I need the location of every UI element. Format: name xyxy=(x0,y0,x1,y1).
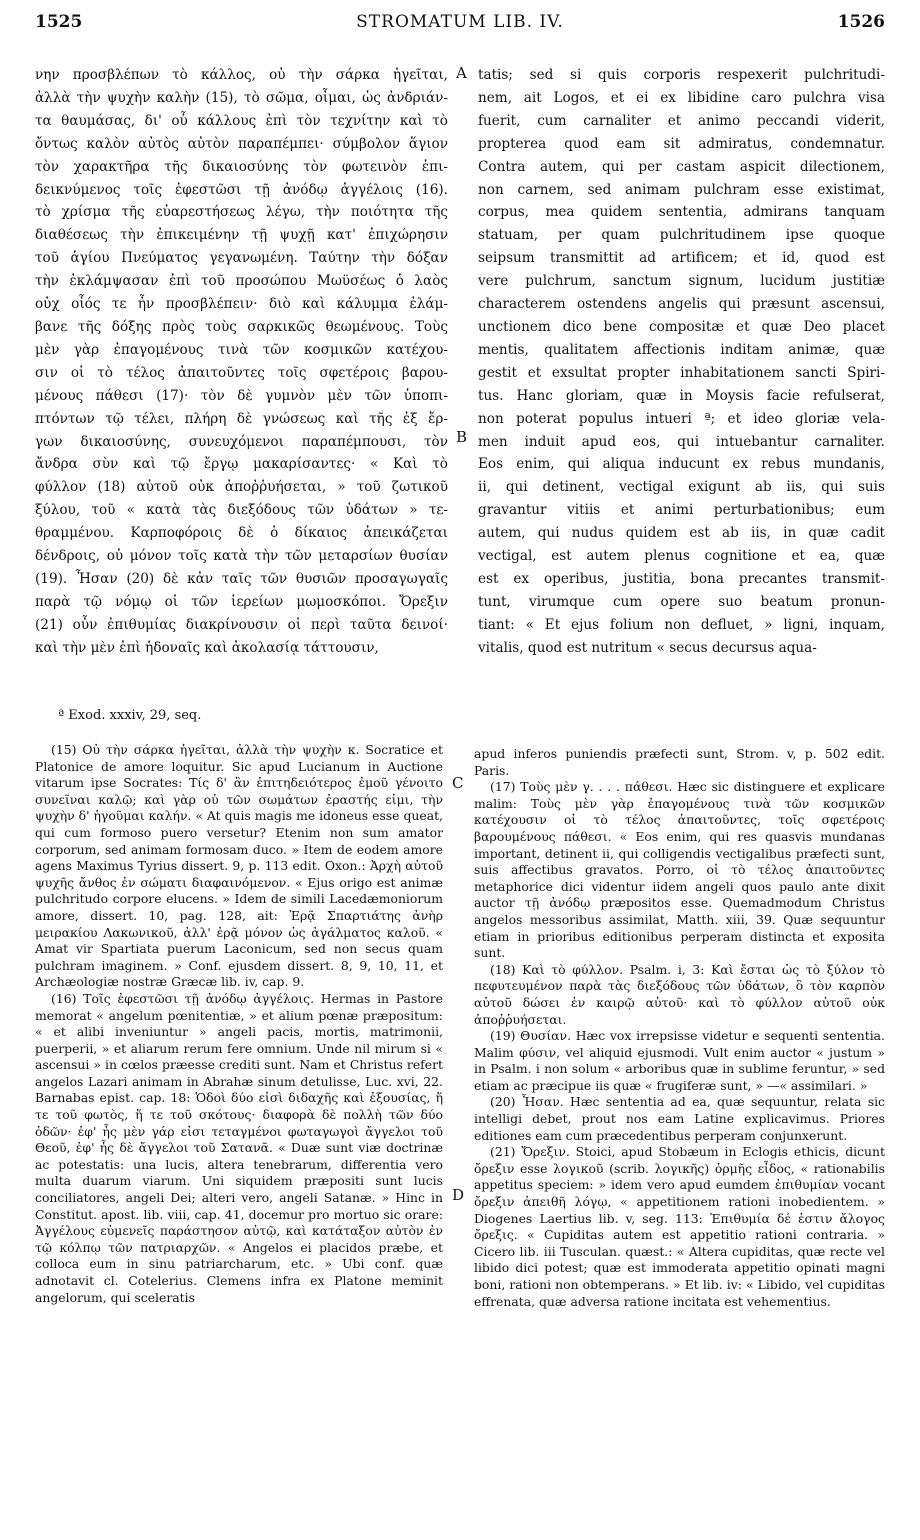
text-line: μὲν γὰρ ἐπαγομένους τινὰ τῶν κοσμικῶν κατέχου- xyxy=(35,341,448,358)
annotation-note: (18) Καὶ τὸ φύλλον. Psalm. i, 3: Καὶ ἔσται ὡς τὸ ξύλον τὸ πεφυτευμένον παρὰ τὰς διεξόδους τῶν ὑδάτων, ὃ τὸν καρπὸν αὐτοῦ δώσει ἐν καιρῷ αὐτοῦ· καὶ τὸ φύλλον αὐτοῦ οὐκ ἀποῤῥυήσεται. xyxy=(474,961,885,1027)
greek-text-column xyxy=(35,64,448,660)
text-line: est ex operibus, justitia, bona precantes transmit- xyxy=(478,570,885,587)
text-line: fuerit, cum carnaliter et animo peccandi viderit, xyxy=(478,112,885,129)
text-line: τὸ χρίσμα τῆς εὐαρεστήσεως λέγω, τὴν ποιότητα τῆς xyxy=(35,204,448,221)
text-line: (21) οὖν ἐπιθυμίας διακρίνουσιν οἱ περὶ ταῦτα δεινοί· xyxy=(35,616,448,633)
text-line: tiant: « Et ejus folium non defluet, » ligni, inquam, xyxy=(478,616,885,633)
latin-text-column xyxy=(478,64,885,660)
text-line: characterem ostendens angelis qui præsunt ascensui, xyxy=(478,296,885,313)
text-line: Eos enim, qui aliqua inducunt ex rebus mundanis, xyxy=(478,456,885,473)
notes-column-right xyxy=(474,746,885,1310)
page-number-left: 1525 xyxy=(35,12,83,32)
text-line: οὐχ οἷός τε ἦν προσβλέπειν· διὸ καὶ κάλυμμα ἐλάμ- xyxy=(35,296,448,313)
text-line: tus. Hanc gloriam, quæ in Moysis facie refulserat, xyxy=(478,387,885,404)
text-line: θραμμένου. Καρποφόροις δὲ ὁ δίκαιος ἀπεικάζεται xyxy=(35,525,448,542)
margin-letter-c: C xyxy=(452,774,464,792)
text-line: gestit et exsultat propter inhabitationem sancti Spiri- xyxy=(478,364,885,381)
page-header xyxy=(35,12,885,42)
annotation-note: (16) Τοῖς ἐφεστῶσι τῇ ἀνόδῳ ἀγγέλοις. Hermas in Pastore memorat « angelum pœnitentiæ, » et alium pœnæ præpositum: « et alibi inveniuntur » angeli pacis, mortis, matrimonii, puerperii, » et aliarum rerum fere omnium. Unde nil mirum si « ascensui » in cœlos præesse crediti sunt. Nam et Christus refert angelos Lazari animam in Abrahæ sinum detulisse, Luc. xvi, 22. Barnabas epist. cap. 18: Ὁδοὶ δύο εἰσὶ διδαχῆς καὶ ἐξουσίας, ἥ τε τοῦ φωτὸς, ἥ τε τοῦ σκότους· διαφορὰ δὲ πολλὴ τῶν δύο ὁδῶν· ἐφ' ἧς μὲν γάρ εἰσι τεταγμένοι φωταγωγοὶ ἄγγελοι τοῦ Θεοῦ, ἐφ' ἧς δὲ ἄγγελοι τοῦ Σατανᾶ. « Duæ sunt viæ doctrinæ ac potestatis: una lucis, altera tenebrarum, differentia vero multa duarum viarum. Uni siquidem præpositi sunt lucis conciliatores, angeli Dei; alteri vero, angeli Satanæ. » Hinc in Constitut. apost. lib. viii, cap. 41, docemur pro mortuo sic orare: Ἀγγέλους εὐμενεῖς παράστησον αὐτῷ, καὶ κατάταξον αὐτὸν ἐν τῷ κόλπῳ τῶν πατριαρχῶν. « Angelos ei placidos præbe, et colloca eum in sinu patriarcharum, etc. » Ubi conf. quæ adnotavit cl. Cotelerius. Clemens infra ex Platone meminit angelorum, qui sceleratis xyxy=(35,990,443,1305)
text-line: ξύλου, τοῦ « κατὰ τὰς διεξόδους τῶν ὑδάτων » τε- xyxy=(35,502,448,519)
text-line: ἀλλὰ τὴν ψυχὴν καλὴν (15), τὸ σῶμα, οἶμαι, ὡς ἀνδριάν- xyxy=(35,89,448,106)
text-line: non poterat populus intueri ª; et ideo gloriæ vela- xyxy=(478,410,885,427)
text-line: μένους πάθεσι (17)· τὸν δὲ γυμνὸν μὲν τῶν ὑποπι- xyxy=(35,387,448,404)
text-line: propterea quod eam sit admiratus, condemnatur. xyxy=(478,135,885,152)
text-line: ἄνδρα σὺν καὶ τῷ ἔργῳ μακαρίσαντες· « Καὶ τὸ xyxy=(35,456,448,473)
text-line: τὴν ἐκλάμψασαν ἐπὶ τοῦ προσώπου Μωϋσέως ὁ λαὸς xyxy=(35,273,448,290)
text-line: vere pulchrum, sanctum signum, lucidum justitiæ xyxy=(478,273,885,290)
annotation-note: (21) Ὄρεξιν. Stoici, apud Stobæum in Eclogis ethicis, dicunt ὄρεξιν esse λογικοῦ (scrib. λογικῆς) ὁρμῆς εἶδος, « rationabilis appetitus speciem: » idem vero apud eumdem ἐπιθυμίαν vocant ὄρεξιν ἀπειθῆ λόγῳ, « appetitionem rationi inobedientem. » Diogenes Laertius lib. v, seg. 113: Ἐπιθυμία δέ ἐστιν ἄλογος ὄρεξις. « Cupiditas autem est appetitio rationi contraria. » Cicero lib. iii Tusculan. quæst.: « Altera cupiditas, quæ recte vel libido dici potest; quæ est immoderata appetitio opinati magni boni, rationi non obtemperans. » Et lib. iv: « Libido, vel cupiditas effrenata, quæ adversa ratione incitata est vehementius. xyxy=(474,1144,885,1309)
text-line: δένδροις, οὐ μόνον τοῖς κατὰ τὴν τῶν μεταρσίων θυσίαν xyxy=(35,548,448,565)
text-line: βανε τῆς δόξης πρὸς τοὺς σαρκικῶς θεωμένους. Τοὺς xyxy=(35,318,448,335)
notes-column-left xyxy=(35,742,443,1306)
text-line: τὸν χαρακτῆρα τῆς δικαιοσύνης τὸν φωτεινὸν ἐπι- xyxy=(35,158,448,175)
text-line: men induit apud eos, qui intuebantur carnaliter. xyxy=(478,433,885,450)
annotation-note: (19) Θυσίαν. Hæc vox irrepsisse videtur e sequenti sententia. Malim φύσιν, vel aliquid ejusmodi. Vult enim auctor « justum » in Psalm. i non solum « arboribus quæ in sublime feruntur, » sed etiam ac præcipue iis quæ « frugiferæ sunt, » —« assimilari. » xyxy=(474,1028,885,1093)
text-line: gravantur vitiis et animi perturbationibus; eum xyxy=(478,502,885,519)
margin-letter-d: D xyxy=(452,1186,465,1204)
text-line: statuam, per quam pulchritudinem ipse quoque xyxy=(478,227,885,244)
text-line: unctionem dico bene compositæ et quæ Deo placet xyxy=(478,318,885,335)
text-line: δεικνύμενος τοῖς ἐφεστῶσι τῇ ἀνόδῳ ἀγγέλοις (16). xyxy=(35,181,448,198)
text-line: τα θαυμάσας, δι' οὗ κάλλους ἐπὶ τὸν τεχνίτην καὶ τὸ xyxy=(35,112,448,129)
annotation-note: (15) Οὐ τὴν σάρκα ἡγεῖται, ἀλλὰ τὴν ψυχὴν κ. Socratice et Platonice de amore loquitur. Sic apud Lucianum in Auctione vitarum ipse Socrates: Τίς δ' ἂν ἐπιτηδειότερος ἐμοῦ γένοιτο συνεῖναι καλῷ; καὶ γὰρ οὐ τῶν σωμάτων ἐραστής εἰμι, τὴν ψυχὴν δ' ἡγοῦμαι καλήν. « At quis magis me idoneus esse queat, qui cum formoso puero versetur? Etenim non sum amator corporum, sed animam formosam duco. » Item de eodem amore agens Maximus Tyrius dissert. 9, p. 113 edit. Oxon.: Ἀρχὴ αὐτοῦ ψυχῆς ἄνθος ἐν σώματι διαφαινόμενον. « Ejus origo est animæ pulchritudo corpore elucens. » Idem de simili Lacedæmoniorum amore, dissert. 10, pag. 128, ait: Ἐρᾷ Σπαρτιάτης ἀνὴρ μειρακίου Λακωνικοῦ, ἀλλ' ἐρᾷ μόνον ὡς ἀγάλματος καλοῦ. « Amat vir Spartiata puerum Laconicum, sed non secus quam pulchram imaginem. » Conf. ejusdem dissert. 8, 9, 10, 11, et Archæologiæ nostræ Græcæ lib. iv, cap. 9. xyxy=(35,742,443,990)
margin-letter-a: A xyxy=(456,64,467,82)
text-line: πτόντων τῷ τέλει, πλήρη δὲ γνώσεως καὶ τῆς ἐξ ἔρ- xyxy=(35,410,448,427)
annotation-note: (20) Ἦσαν. Hæc sententia ad ea, quæ sequuntur, relata sic intelligi debet, prout nos eam Latine explicavimus. Priores editiones eam cum præcedentibus perperam conjunxerunt. xyxy=(474,1094,885,1143)
text-line: nem, ait Logos, et ei ex libidine caro pulchra visa xyxy=(478,89,885,106)
text-line: ii, qui detinent, vectigal exigunt ab iis, qui suis xyxy=(478,479,885,496)
text-line: corpus, mea quidem sententia, admirans tanquam xyxy=(478,204,885,221)
page-number-right: 1526 xyxy=(837,12,885,32)
text-line: καὶ τὴν μὲν ἐπὶ ἡδοναῖς καὶ ἀκολασίᾳ τάττουσιν, xyxy=(35,639,379,656)
text-line: vitalis, quod est nutritum « secus decursus aqua- xyxy=(478,639,817,656)
text-line: non carnem, sed animam pulchram esse existimat, xyxy=(478,181,885,198)
text-line: νην προσβλέπων τὸ κάλλος, οὐ τὴν σάρκα ἡγεῖται, xyxy=(35,67,448,83)
text-line: γων δικαιοσύνης, συνευχόμενοι παραπέμπουσι, τὸν xyxy=(35,433,448,450)
text-line: seipsum transmittit ad artificem; et id, quod est xyxy=(478,250,885,267)
text-line: σιν οἱ τὸ τέλος ἀπαιτοῦντες τοῖς σφετέροις βαρου- xyxy=(35,364,448,381)
scripture-footnote: ª Exod. xxxiv, 29, seq. xyxy=(58,708,202,723)
annotation-note: apud inferos puniendis præfecti sunt, Strom. v, p. 502 edit. Paris. xyxy=(474,746,885,778)
text-line: παρὰ τῷ νόμῳ οἱ τῶν ἱερείων μωμοσκόποι. Ὄρεξιν xyxy=(35,593,448,610)
text-line: διαθέσεως τὴν ἐπικειμένην τῇ ψυχῇ κατ' ἐπιχώρησιν xyxy=(35,227,448,244)
text-line: φύλλον (18) αὐτοῦ οὐκ ἀποῤῥυήσεται, » τοῦ ζωτικοῦ xyxy=(35,479,448,496)
text-line: τοῦ ἁγίου Πνεύματος γεγανωμένη. Ταύτην τὴν δόξαν xyxy=(35,250,448,267)
text-line: mentis, qualitatem affectionis inditam animæ, quæ xyxy=(478,341,885,358)
text-line: (19). Ἦσαν (20) δὲ κἀν ταῖς τῶν θυσιῶν προσαγωγαῖς xyxy=(35,570,448,587)
text-line: vectigal, est autem plenus cognitione et ea, quæ xyxy=(478,548,885,565)
text-line: tunt, virumque cum opere suo beatum pronun- xyxy=(478,593,885,610)
text-line: ὄντως καλὸν αὐτὸς αὐτὸν παραπέμπει· σύμβολον ἅγιον xyxy=(35,135,448,152)
text-line: autem, qui nudus quidem est ab iis, in quæ cadit xyxy=(478,525,885,542)
margin-letter-b: B xyxy=(456,428,468,446)
text-line: tatis; sed si quis corporis respexerit pulchritudi- xyxy=(478,67,885,83)
text-line: Contra autem, qui per castam aspicit dilectionem, xyxy=(478,158,885,175)
annotation-note: (17) Τοὺς μὲν γ. . . . πάθεσι. Hæc sic distinguere et explicare malim: Τοὺς μὲν γὰρ ἐπαγομένους τινὰ τῶν κοσμικῶν κατέχουσιν οἱ τὸ τέλος ἀπαιτοῦντες, τοῖς σφετέροις βαρουμένους πάθεσι. « Eos enim, qui res quasvis mundanas important, detinent ii, qui colligendis vectigalibus præfecti sunt, suis affectibus gravatos. Porro, οἱ τὸ τέλος ἀπαιτοῦντες metaphorice dici videntur iidem angeli quos paulo ante dixit auctor τῇ ἀνόδῳ præpositos esse. Quemadmodum Christus angelos messoribus assimilat, Matth. xiii, 39. Quæ sequuntur etiam in prioribus editionibus perperam distincta et exposita sunt. xyxy=(474,779,885,961)
running-title: STROMATUM LIB. IV. xyxy=(356,12,564,32)
